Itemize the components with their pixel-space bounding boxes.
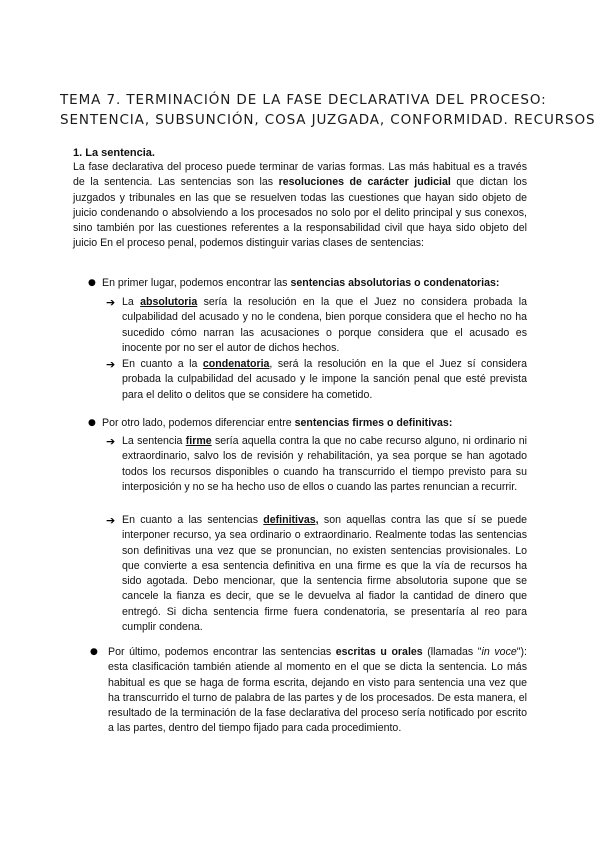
- bullet-3: [108, 645, 527, 737]
- bullet-3-lead-bold: escritas u orales: [335, 646, 423, 658]
- bullet-3-lead-text: Por último, podemos encontrar las sentencias: [108, 646, 336, 658]
- arrow-icon: ➔: [106, 435, 116, 448]
- section-heading: 1. La sentencia.: [73, 147, 155, 159]
- bullet-1-lead-text: En primer lugar, podemos encontrar las: [102, 277, 291, 289]
- intro-text-a: La fase declarativa del proceso puede terminar de varias formas. Las más habitual es a través de la sentencia. Las sentencias son las: [73, 161, 527, 189]
- sub-text: La: [122, 296, 141, 308]
- bullet-2-sub-1: [122, 434, 527, 495]
- arrow-icon: ➔: [106, 514, 116, 527]
- sub-text: sería aquella contra la que no cabe recurso alguno, ni ordinario ni extraordinario, salvo los de revisión y rehabilitación, ya sea porque se han agotado todos los recursos disponibles o cuando ha transcurrido el tiempo previsto para su interposición y no se ha hecho uso de ellos o cuando las partes renuncian a recurrir.: [122, 435, 527, 493]
- sub-term-absolutoria: absolutoria: [140, 296, 198, 308]
- bullet-1-sub-1: [122, 295, 527, 356]
- bullet-3-italic: in voce: [481, 646, 517, 658]
- document-title-line-1: TEMA 7. TERMINACIÓN DE LA FASE DECLARATIVA DEL PROCESO:: [60, 92, 547, 108]
- bullet-1-lead-bold: sentencias absolutorias o condenatorias:: [290, 277, 500, 289]
- document-title-line-2: SENTENCIA, SUBSUNCIÓN, COSA JUZGADA, CONFORMIDAD. RECURSOS: [60, 112, 596, 128]
- bullet-2-lead: [102, 416, 532, 431]
- sub-term-firme: firme: [185, 435, 212, 447]
- sub-term-condenatoria: condenatoria: [202, 358, 270, 370]
- bullet-1-lead: [102, 276, 532, 291]
- bullet-dot-icon: ●: [90, 647, 98, 657]
- intro-text-b: que dictan los juzgados y tribunales en las que se resuelven todas las cuestiones que hayan sido objeto de juicio condenando o absolviendo a los procesados no solo por el delito principal y sus conexos, sino también por las cuestiones referentes a la responsabilidad civil que haya sido objeto del juicio En el proceso penal, podemos distinguir varias clases de sentencias:: [73, 176, 527, 250]
- bullet-2-sub-2: [122, 513, 527, 635]
- sub-text: sería la resolución en la que el Juez no considera probada la culpabilidad del acusado y no le condena, bien porque considera que el hecho no ha sucedido cómo narran las acusaciones o porque considera que el acusado es inocente por no ser el autor de dichos hechos.: [122, 296, 527, 354]
- bullet-3-mid: (llamadas ": [422, 646, 482, 658]
- sub-text: En cuanto a la: [122, 358, 203, 370]
- intro-paragraph: [73, 160, 527, 252]
- bullet-1-sub-2: [122, 357, 527, 403]
- bullet-2-lead-bold: sentencias firmes o definitivas:: [294, 417, 453, 429]
- arrow-icon: ➔: [106, 358, 116, 371]
- arrow-icon: ➔: [106, 296, 116, 309]
- sub-text: , será la resolución en la que el Juez sí considera probada la culpabilidad del acusado y le impone la sanción penal que esté prevista para el delito o delitos que se considere ha cometido.: [122, 358, 527, 401]
- sub-text: son aquellas contra las que sí se puede interponer recurso, ya sea ordinario o extraordinario. Realmente todas las sentencias son definitivas una vez que se pronuncian, no existen sentencias provisionales. Lo que convierte a esa sentencia definitiva en una firme es que la vía de recursos ha sido agotada. Debo mencionar, que la sentencia firme absolutoria supone que se cancele la fianza es decir, que se le devuelva al fiador la cantidad de dinero que entregó. Si dicha sentencia firme fuera condenatoria, se presentaría al reo para cumplir condena.: [122, 514, 528, 634]
- sub-text: En cuanto a las sentencias: [122, 514, 264, 526]
- sub-text: La sentencia: [122, 435, 186, 447]
- bullet-dot-icon: ●: [88, 278, 96, 288]
- bullet-3-rest: "): esta clasificación también atiende al momento en el que se dicta la sentencia. Lo más habitual es que se haga de forma escrita, dejando en visto para sentencia una vez que ha transcurrido el turno de palabra de las partes y de los procesados. De esta manera, el resultado de la terminación de la fase declarativa del proceso sería notificado por escrito a las partes, dentro del tiempo fijado para cada procedimiento.: [108, 646, 527, 735]
- bullet-2-lead-text: Por otro lado, podemos diferenciar entre: [102, 417, 295, 429]
- intro-bold-term: resoluciones de carácter judicial: [278, 176, 451, 189]
- sub-term-definitivas: definitivas,: [263, 514, 319, 526]
- bullet-dot-icon: ●: [88, 418, 96, 428]
